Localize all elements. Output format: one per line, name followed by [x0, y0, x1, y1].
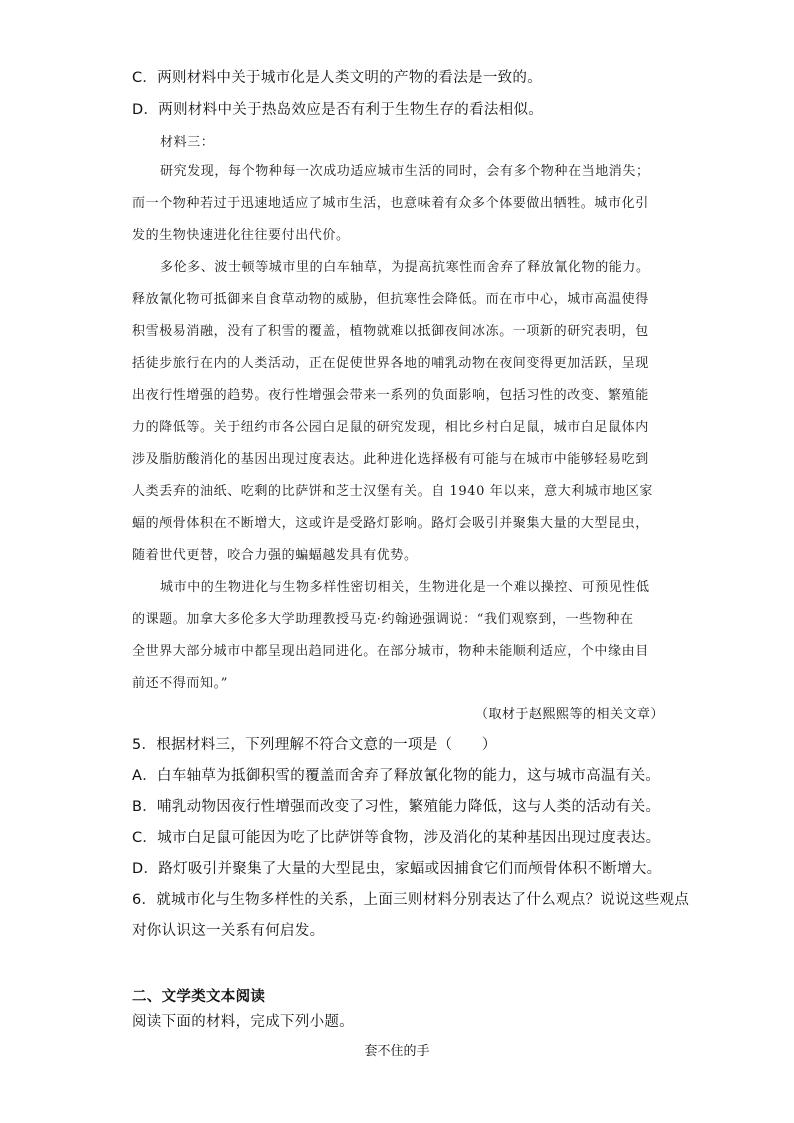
option-d-prev: D．两则材料中关于热岛效应是否有利于生物生存的看法相似。	[132, 102, 544, 118]
question-5-option-a: A．白车轴草为抵御积雪的覆盖而舍弃了释放氰化物的能力，这与城市高温有关。	[132, 768, 661, 784]
material3-p2-line: 人类丢弃的油纸、吃剩的比萨饼和芝士汉堡有关。自 1940 年以来，意大利城市地区家	[132, 484, 653, 499]
material3-p3-line: 城市中的生物进化与生物多样性密切相关，生物进化是一个难以操控、可预见性低	[160, 580, 650, 595]
option-c-prev: C．两则材料中关于城市化是人类文明的产物的看法是一致的。	[132, 70, 543, 86]
material3-p1-line: 而一个物种若过于迅速地适应了城市生活，也意味着有众多个体要做出牺牲。城市化引	[132, 196, 649, 211]
material3-p2-line: 涉及脂肪酸消化的基因出现过度表达。此种进化选择极有可能与在城市中能够轻易吃到	[132, 452, 649, 467]
question-5-option-c: C．城市白足鼠可能因为吃了比萨饼等食物，涉及消化的某种基因出现过度表达。	[132, 830, 661, 846]
material3-p2-line: 释放氰化物可抵御来自食草动物的威胁，但抗寒性会降低。而在市中心，城市高温使得	[132, 292, 649, 307]
section-heading: 二、文学类文本阅读	[132, 989, 266, 1005]
question-6-line: 对你认识这一关系有何启发。	[132, 923, 325, 939]
question-5-stem: 5．根据材料三，下列理解不符合文意的一项是（ ）	[132, 737, 497, 753]
material3-p1-line: 研究发现，每个物种每一次成功适应城市生活的同时，会有多个物种在当地消失；	[160, 164, 650, 179]
material3-source: （取材于赵熙熙等的相关文章）	[474, 707, 664, 722]
question-5-option-d: D．路灯吸引并聚集了大量的大型昆虫，家蝠或因捕食它们而颅骨体积不断增大。	[132, 861, 662, 877]
section-instruction: 阅读下面的材料，完成下列小题。	[132, 1014, 354, 1030]
material3-label: 材料三：	[160, 135, 215, 150]
material3-p2-line: 力的降低等。关于纽约市各公园白足鼠的研究发现，相比乡村白足鼠，城市白足鼠体内	[132, 420, 649, 435]
material3-p1-line: 发的生物快速进化往往要付出代价。	[132, 228, 350, 243]
material3-p2-line: 积雪极易消融，没有了积雪的覆盖，植物就难以抵御夜间冰冻。一项新的研究表明，包	[132, 324, 649, 339]
material3-p3-line: 前还不得而知。”	[132, 676, 228, 691]
material3-p2-line: 出夜行性增强的趋势。夜行性增强会带来一系列的负面影响，包括习性的改变、繁殖能	[132, 388, 649, 403]
material3-p3-line: 全世界大部分城市中都呈现出趋同进化。在部分城市，物种未能顺利适应，个中缘由目	[132, 644, 649, 659]
question-6-line: 6．就城市化与生物多样性的关系，上面三则材料分别表达了什么观点？说说这些观点	[132, 892, 690, 908]
material3-p2-line: 括徒步旅行在内的人类活动，正在促使世界各地的哺乳动物在夜间变得更加活跃，呈现	[132, 356, 649, 371]
material3-p2-line: 多伦多、波士顿等城市里的白车轴草，为提高抗寒性而舍弃了释放氰化物的能力。	[160, 260, 650, 275]
material3-p2-line: 随着世代更替，咬合力强的蝙蝠越发具有优势。	[132, 548, 418, 563]
material3-p3-line: 的课题。加拿大多伦多大学助理教授马克·约翰逊强调说：“我们观察到，一些物种在	[132, 612, 634, 627]
question-5-option-b: B．哺乳动物因夜行性增强而改变了习性，繁殖能力降低，这与人类的活动有关。	[132, 799, 661, 815]
story-title: 套不住的手	[364, 1044, 430, 1059]
material3-p2-line: 蝠的颅骨体积在不断增大，这或许是受路灯影响。路灯会吸引并聚集大量的大型昆虫，	[132, 516, 649, 531]
